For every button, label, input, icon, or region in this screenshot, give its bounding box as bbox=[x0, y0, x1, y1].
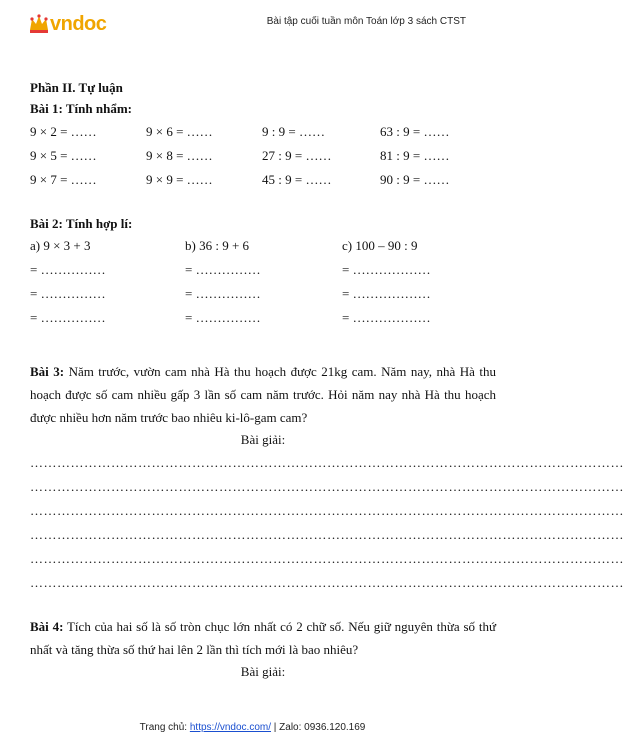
answer-line: …………………………………………………………………………………………………………………… bbox=[30, 575, 624, 590]
page-footer bbox=[0, 722, 505, 733]
worksheet-body bbox=[30, 78, 624, 683]
page-header bbox=[0, 0, 505, 40]
exercise-cell: 90 : 9 = …… bbox=[380, 172, 450, 187]
exercise-cell: = …………… bbox=[30, 310, 106, 325]
bai3-text: Năm trước, vườn cam nhà Hà thu hoạch được 21kg cam. Năm nay, nhà Hà thu hoạch được số cam nhiều gấp 3 lần số cam năm trước. Hỏi năm nay nhà Hà thu hoạch được nhiều hơn năm trước bao nhiêu ki-lô-gam cam? bbox=[30, 364, 496, 425]
exercise-cell: 27 : 9 = …… bbox=[262, 148, 332, 163]
bai4-problem bbox=[30, 615, 496, 661]
exercise-row bbox=[30, 120, 496, 144]
answer-line: …………………………………………………………………………………………………………………… bbox=[30, 479, 624, 494]
answer-line: …………………………………………………………………………………………………………………… bbox=[30, 503, 624, 518]
footer-contact: | Zalo: 0936.120.169 bbox=[271, 722, 366, 733]
exercise-cell: = ……………… bbox=[342, 286, 431, 301]
home-link[interactable]: https://vndoc.com/ bbox=[189, 722, 272, 733]
bai2-label: Bài 2: Tính hợp lí: bbox=[30, 216, 133, 231]
exercise-cell: 81 : 9 = …… bbox=[380, 148, 450, 163]
part-title: Phần II. Tự luận bbox=[30, 80, 123, 95]
exercise-cell: 9 : 9 = …… bbox=[262, 124, 325, 139]
exercise-cell: 9 × 8 = …… bbox=[146, 148, 213, 163]
exercise-row bbox=[30, 168, 496, 192]
exercise-row bbox=[30, 144, 496, 168]
exercise-cell: = ……………… bbox=[342, 262, 431, 277]
exercise-cell: b) 36 : 9 + 6 bbox=[185, 238, 250, 253]
exercise-cell: 9 × 6 = …… bbox=[146, 124, 213, 139]
bai4-solution-label: Bài giải: bbox=[240, 664, 286, 679]
exercise-cell: = …………… bbox=[30, 286, 106, 301]
exercise-cell: 63 : 9 = …… bbox=[380, 124, 450, 139]
exercise-cell: = …………… bbox=[185, 262, 261, 277]
bai3-label: Bài 3: bbox=[30, 364, 65, 379]
exercise-row bbox=[30, 234, 496, 258]
bai3-answer-lines bbox=[30, 451, 624, 595]
exercise-cell: = …………… bbox=[185, 286, 261, 301]
footer-prefix: Trang chủ: bbox=[139, 722, 190, 733]
bai3-solution-label: Bài giải: bbox=[240, 432, 286, 447]
answer-line: …………………………………………………………………………………………………………………… bbox=[30, 527, 624, 542]
exercise-row bbox=[30, 258, 496, 282]
bai3-problem bbox=[30, 360, 496, 429]
exercise-cell: = ……………… bbox=[342, 310, 431, 325]
exercise-cell: 9 × 5 = …… bbox=[30, 148, 97, 163]
exercise-cell: 9 × 2 = …… bbox=[30, 124, 97, 139]
header-title: Bài tập cuối tuần môn Toán lớp 3 sách CTST bbox=[266, 16, 466, 27]
exercise-cell: 9 × 9 = …… bbox=[146, 172, 213, 187]
exercise-cell: = …………… bbox=[185, 310, 261, 325]
bai1-exercises bbox=[30, 120, 496, 192]
answer-line: …………………………………………………………………………………………………………………… bbox=[30, 551, 624, 566]
exercise-cell: a) 9 × 3 + 3 bbox=[30, 238, 91, 253]
exercise-row bbox=[30, 282, 496, 306]
exercise-cell: c) 100 – 90 : 9 bbox=[342, 238, 418, 253]
bai2-exercises bbox=[30, 234, 496, 330]
crown-icon bbox=[28, 14, 50, 34]
exercise-cell: 9 × 7 = …… bbox=[30, 172, 97, 187]
bai4-label: Bài 4: bbox=[30, 619, 64, 634]
vndoc-logo[interactable] bbox=[28, 14, 106, 34]
exercise-cell: 45 : 9 = …… bbox=[262, 172, 332, 187]
logo-text: vndoc bbox=[50, 13, 107, 35]
bai4-text: Tích của hai số là số tròn chục lớn nhất có 2 chữ số. Nếu giữ nguyên thừa số thứ nhất và tăng thừa số thứ hai lên 2 lần thì tích mới là bao nhiêu? bbox=[30, 619, 496, 657]
bai1-label: Bài 1: Tính nhẩm: bbox=[30, 101, 132, 116]
answer-line: …………………………………………………………………………………………………………………… bbox=[30, 455, 624, 470]
exercise-cell: = …………… bbox=[30, 262, 106, 277]
exercise-row bbox=[30, 306, 496, 330]
